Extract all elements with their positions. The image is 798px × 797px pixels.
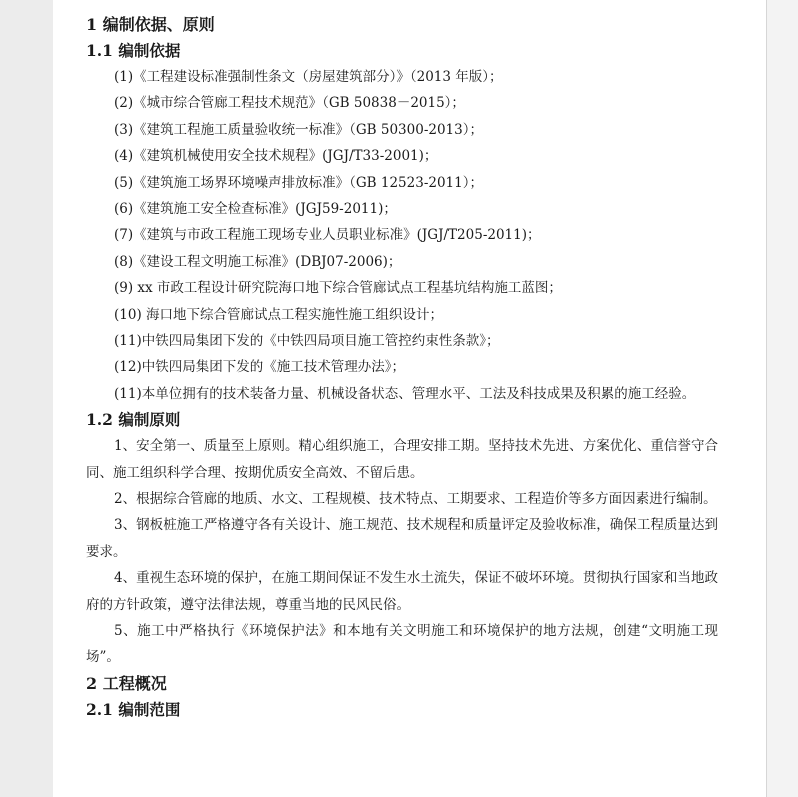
subsection-heading-scope: 2.1 编制范围 bbox=[86, 699, 181, 719]
principle-paragraph: 5、施工中严格执行《环境保护法》和本地有关文明施工和环境保护的地方法规，创建“文明施工现场”。 bbox=[86, 622, 718, 666]
reference-item: (8)《建设工程文明施工标准》(DBJ07-2006)； bbox=[114, 253, 402, 270]
document-content bbox=[86, 12, 718, 723]
reference-item: (10) 海口地下综合管廊试点工程实施性施工组织设计； bbox=[114, 306, 444, 323]
viewer-gutter bbox=[767, 0, 798, 797]
principle-paragraph: 1、安全第一、质量至上原则。精心组织施工，合理安排工期。坚持技术先进、方案优化、重信誉守合同、施工组织科学合理、按期优质安全高效、不留后患。 bbox=[86, 438, 718, 481]
reference-item: (7)《建筑与市政工程施工现场专业人员职业标准》(JGJ/T205-2011)； bbox=[114, 227, 541, 244]
reference-item: (12)中铁四局集团下发的《施工技术管理办法》； bbox=[114, 359, 405, 376]
reference-item: (6)《建筑施工安全检查标准》(JGJ59-2011)； bbox=[114, 200, 397, 217]
subsection-heading-basis: 1.1 编制依据 bbox=[86, 41, 181, 60]
reference-item: (5)《建筑施工场界环境噪声排放标准》（GB 12523-2011）； bbox=[114, 174, 483, 191]
reference-item: (9) xx 市政工程设计研究院海口地下综合管廊试点工程基坑结构施工蓝图； bbox=[114, 280, 562, 297]
reference-item: (2)《城市综合管廊工程技术规范》（GB 50838－2015）； bbox=[114, 95, 465, 112]
reference-item: (4)《建筑机械使用安全技术规程》(JGJ/T33-2001)； bbox=[114, 148, 438, 165]
section-heading-overview: 2 工程概况 bbox=[86, 673, 167, 693]
reference-item: (3)《建筑工程施工质量验收统一标准》（GB 50300-2013）； bbox=[114, 121, 483, 138]
reference-item: (11)中铁四局集团下发的《中铁四局项目施工管控约束性条款》； bbox=[114, 332, 500, 349]
principle-paragraph: 4、重视生态环境的保护，在施工期间保证不发生水土流失，保证不破坏环境。贯彻执行国家和当地政府的方针政策，遵守法律法规，尊重当地的民风民俗。 bbox=[86, 570, 718, 613]
reference-item: (1)《工程建设标准强制性条文（房屋建筑部分）》（2013 年版）； bbox=[114, 69, 503, 85]
subsection-heading-principles: 1.2 编制原则 bbox=[86, 410, 181, 430]
reference-item-last: (11)本单位拥有的技术装备力量、机械设备状态、管理水平、工法及科技成果及积累的施工经验。 bbox=[114, 385, 696, 402]
principle-paragraph: 2、根据综合管廊的地质、水文、工程规模、技术特点、工期要求、工程造价等多方面因素进行编制。 bbox=[114, 490, 717, 507]
principle-paragraph: 3、钢板桩施工严格遵守各有关设计、施工规范、技术规程和质量评定及验收标准，确保工程质量达到要求。 bbox=[86, 517, 718, 560]
section-heading-basis-principles: 1 编制依据、原则 bbox=[86, 15, 215, 34]
